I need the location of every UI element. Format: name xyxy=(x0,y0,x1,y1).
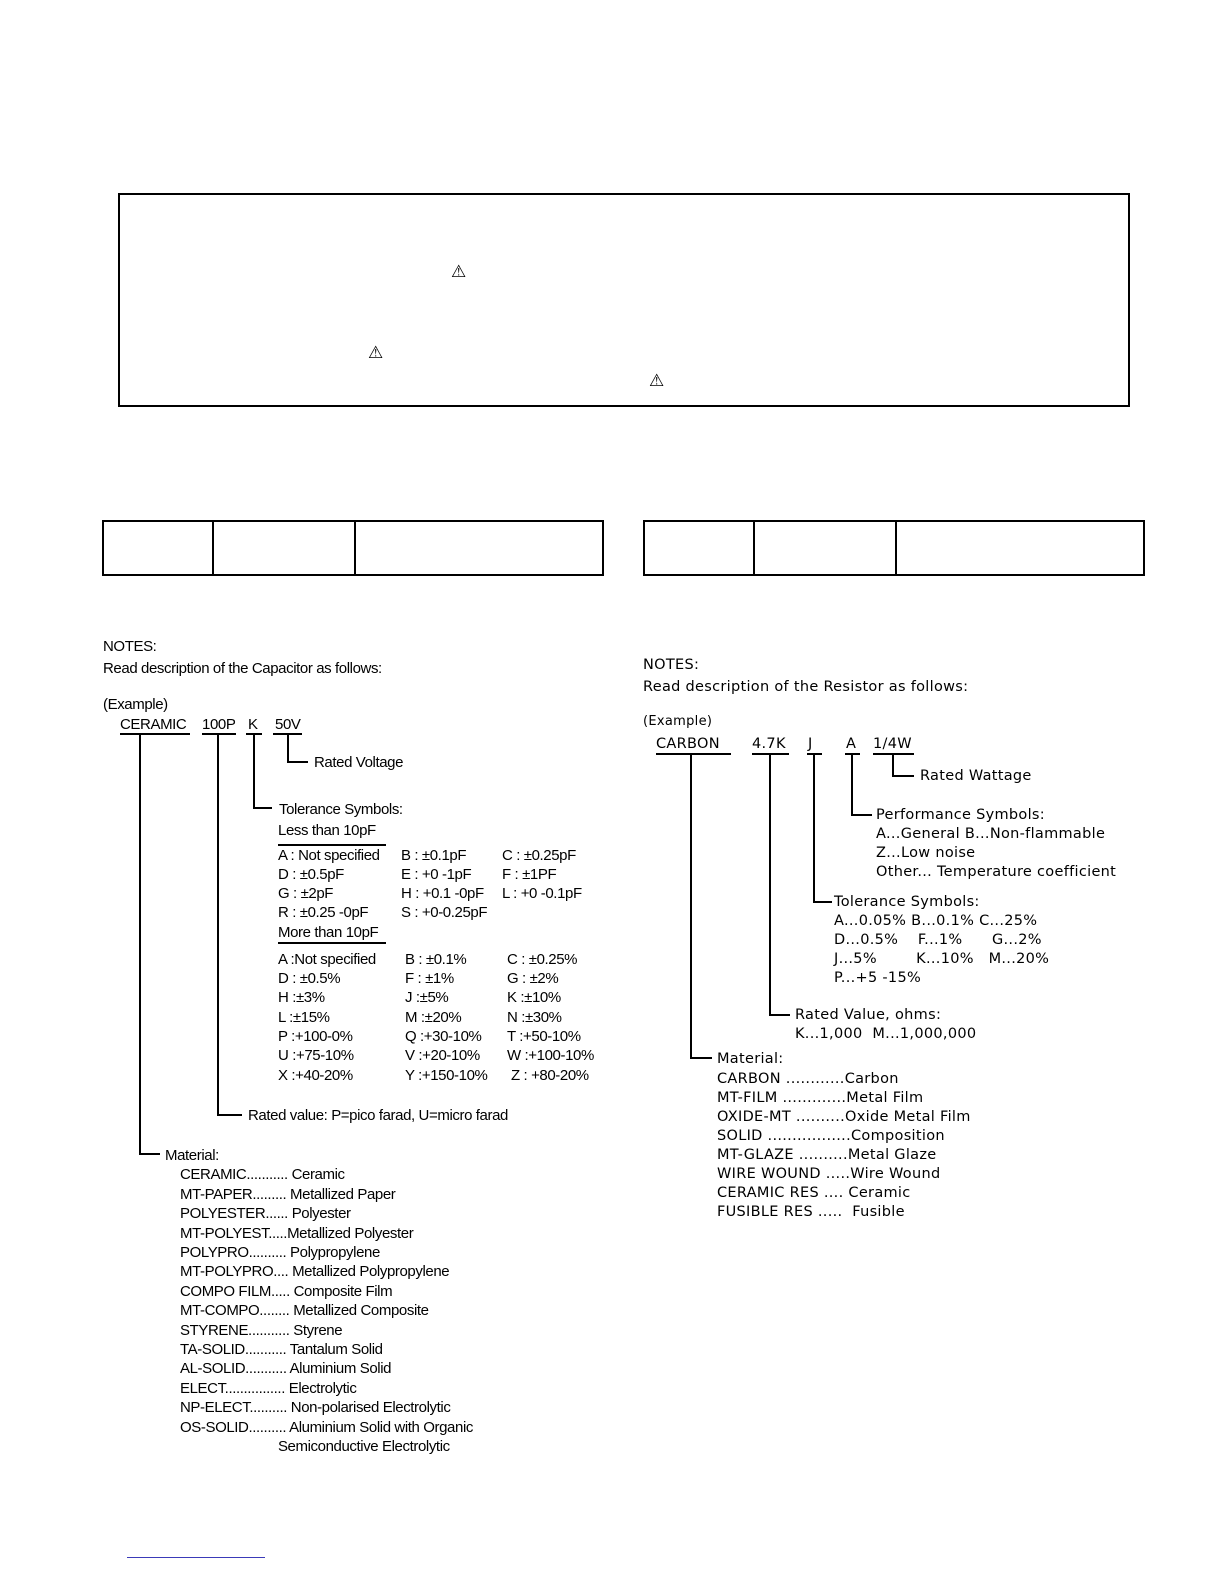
table-cell: V :+20-10% xyxy=(405,1047,480,1064)
table-cell: U :+75-10% xyxy=(278,1047,354,1064)
list-item: COMPO FILM..... Composite Film xyxy=(180,1283,393,1300)
resistor-performance-label: Performance Symbols: xyxy=(876,807,1045,823)
warning-icon: ⚠ xyxy=(451,262,467,282)
resistor-rated-wattage-label: Rated Wattage xyxy=(920,768,1032,784)
capacitor-example-value: 100P xyxy=(202,716,236,733)
list-item: NP-ELECT.......... Non-polarised Electrolytic xyxy=(180,1399,451,1416)
list-item: POLYESTER...... Polyester xyxy=(180,1205,351,1222)
list-item: D...0.5% F...1% G...2% xyxy=(834,932,1042,948)
table-cell: H : +0.1 -0pF xyxy=(401,885,484,902)
capacitor-notes-label: NOTES: xyxy=(103,638,157,655)
list-item: P...+5 -15% xyxy=(834,970,922,986)
list-item: OXIDE-MT ..........Oxide Metal Film xyxy=(717,1109,971,1125)
list-item: A...0.05% B...0.1% C...25% xyxy=(834,913,1038,929)
capacitor-tolerance-label: Tolerance Symbols: xyxy=(279,801,403,818)
table-cell: B : ±0.1pF xyxy=(401,847,467,864)
footer-link-underline xyxy=(127,1557,265,1558)
resistor-example-material: CARBON xyxy=(656,736,720,752)
capacitor-example-material: CERAMIC xyxy=(120,716,187,733)
table-cell: P :+100-0% xyxy=(278,1028,353,1045)
list-item: STYRENE........... Styrene xyxy=(180,1322,343,1339)
list-item: SOLID .................Composition xyxy=(717,1128,945,1144)
table-cell: C : ±0.25% xyxy=(507,951,578,968)
resistor-notes-label: NOTES: xyxy=(643,657,700,673)
list-item: MT-COMPO........ Metallized Composite xyxy=(180,1302,429,1319)
list-item: Semiconductive Electrolytic xyxy=(180,1438,450,1455)
table-cell: A : Not specified xyxy=(278,847,380,864)
resistor-example-label: (Example) xyxy=(643,714,713,729)
list-item: TA-SOLID........... Tantalum Solid xyxy=(180,1341,383,1358)
list-item: MT-GLAZE ..........Metal Glaze xyxy=(717,1147,937,1163)
table-cell: T :+50-10% xyxy=(507,1028,581,1045)
list-item: CARBON ............Carbon xyxy=(717,1071,899,1087)
table-cell: Y :+150-10% xyxy=(405,1067,488,1084)
table-cell: G : ±2pF xyxy=(278,885,334,902)
list-item: CERAMIC........... Ceramic xyxy=(180,1166,345,1183)
resistor-example-performance: A xyxy=(846,736,857,752)
table-cell: B : ±0.1% xyxy=(405,951,467,968)
table-cell: A :Not specified xyxy=(278,951,376,968)
table-cell: D : ±0.5pF xyxy=(278,866,344,883)
table-cell: Z : +80-20% xyxy=(511,1067,589,1084)
table-cell: C : ±0.25pF xyxy=(502,847,576,864)
capacitor-rated-voltage-label: Rated Voltage xyxy=(314,754,404,771)
list-item: OS-SOLID.......... Aluminium Solid with Organic xyxy=(180,1419,473,1436)
resistor-rated-value-label: Rated Value, ohms: xyxy=(795,1007,942,1023)
table-cell: G : ±2% xyxy=(507,970,559,987)
list-item: MT-FILM .............Metal Film xyxy=(717,1090,924,1106)
table-cell: W :+100-10% xyxy=(507,1047,594,1064)
warning-icon: ⚠ xyxy=(368,343,384,363)
table-cell: D : ±0.5% xyxy=(278,970,341,987)
table-cell: S : +0-0.25pF xyxy=(401,904,488,921)
table-cell: L : +0 -0.1pF xyxy=(502,885,582,902)
list-item: Z...Low noise xyxy=(876,845,976,861)
capacitor-example-label: (Example) xyxy=(103,696,168,713)
list-item: FUSIBLE RES ..... Fusible xyxy=(717,1204,905,1220)
table-cell: F : ±1% xyxy=(405,970,454,987)
list-item: MT-PAPER......... Metallized Paper xyxy=(180,1186,396,1203)
table-cell: X :+40-20% xyxy=(278,1067,353,1084)
resistor-intro: Read description of the Resistor as follows: xyxy=(643,679,969,695)
table-cell: E : +0 -1pF xyxy=(401,866,472,883)
list-item: POLYPRO.......... Polypropylene xyxy=(180,1244,380,1261)
table-cell: M :±20% xyxy=(405,1009,462,1026)
table-cell: K :±10% xyxy=(507,989,561,1006)
list-item: WIRE WOUND .....Wire Wound xyxy=(717,1166,941,1182)
resistor-tolerance-label: Tolerance Symbols: xyxy=(834,894,980,910)
list-item: ELECT................ Electrolytic xyxy=(180,1380,357,1397)
capacitor-less-than-label: Less than 10pF xyxy=(278,822,376,839)
table-cell: J :±5% xyxy=(405,989,449,1006)
table-cell: F : ±1PF xyxy=(502,866,557,883)
table-cell: H :±3% xyxy=(278,989,325,1006)
table-cell: Q :+30-10% xyxy=(405,1028,482,1045)
list-item: AL-SOLID........... Aluminium Solid xyxy=(180,1360,392,1377)
list-item: Other... Temperature coefficient xyxy=(876,864,1117,880)
table-cell: R : ±0.25 -0pF xyxy=(278,904,369,921)
resistor-example-wattage: 1/4W xyxy=(873,736,912,752)
resistor-material-label: Material: xyxy=(717,1051,784,1067)
table-cell: L :±15% xyxy=(278,1009,330,1026)
list-item: A...General B...Non-flammable xyxy=(876,826,1106,842)
capacitor-material-label: Material: xyxy=(165,1147,219,1164)
warning-icon: ⚠ xyxy=(649,371,665,391)
list-item: J...5% K...10% M...20% xyxy=(834,951,1050,967)
capacitor-intro: Read description of the Capacitor as follows: xyxy=(103,660,382,677)
list-item: MT-POLYEST.....Metallized Polyester xyxy=(180,1225,414,1242)
capacitor-example-voltage: 50V xyxy=(275,716,301,733)
capacitor-example-tolerance: K xyxy=(248,716,258,733)
list-item: CERAMIC RES .... Ceramic xyxy=(717,1185,911,1201)
resistor-rated-value-line: K...1,000 M...1,000,000 xyxy=(795,1026,977,1042)
resistor-example-value: 4.7K xyxy=(752,736,786,752)
list-item: MT-POLYPRO.... Metallized Polypropylene xyxy=(180,1263,450,1280)
capacitor-rated-value-label: Rated value: P=pico farad, U=micro farad xyxy=(248,1107,508,1124)
capacitor-more-than-label: More than 10pF xyxy=(278,924,379,941)
table-cell: N :±30% xyxy=(507,1009,562,1026)
resistor-example-tolerance: J xyxy=(808,736,813,752)
